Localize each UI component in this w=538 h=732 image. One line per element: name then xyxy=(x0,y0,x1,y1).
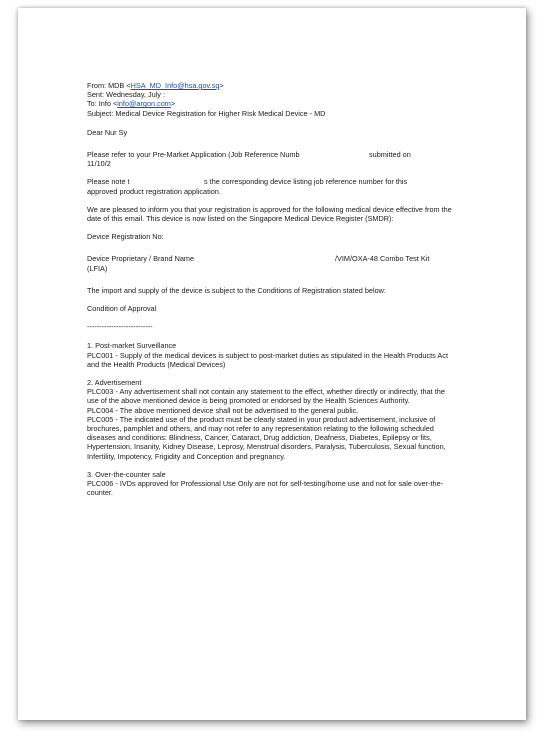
import-supply-text: The import and supply of the device is subject to the Conditions of Registration stated below: xyxy=(87,285,386,295)
from-line: From: MDB <HSA_MD_Info@hsa.gov.sg> xyxy=(87,81,224,90)
to-email-link[interactable]: info@argon.com xyxy=(117,99,171,109)
section1-title: 1. Post-market Surveillance xyxy=(87,341,177,351)
section2-plc003: PLC003 - Any advertisement shall not contain any statement to the effect, whether directly or indirectly, that the use of the above mentioned device is being promoted or endorsed by the Health Sciences Authority. xyxy=(87,387,445,406)
section3-text: PLC006 - IVDs approved for Professional Use Only are not for self-testing/home use and not for sale over-the-counter. xyxy=(87,479,444,498)
para3: We are pleased to inform you that your registration is approved for the following medical device effective from the date of this email. This device is now listed on the Singapore Medical Device Register (SMDR): xyxy=(87,204,452,223)
section2-title: 2. Advertisement xyxy=(87,378,142,388)
to-line: To: Info <info@argon.com> xyxy=(87,99,176,109)
section3-title: 3. Over-the-counter sale xyxy=(87,469,166,479)
document-page xyxy=(18,8,526,720)
from-email-link[interactable]: HSA_MD_Info@hsa.gov.sg xyxy=(130,81,220,90)
condition-title: Condition of Approval xyxy=(87,304,157,313)
para1-line2: 11/10/2 xyxy=(87,159,111,169)
email-body xyxy=(87,81,457,497)
subject-line: Subject: Medical Device Registration for Higher Risk Medical Device - MD xyxy=(87,108,326,118)
para1-line1: Please refer to your Pre-Market Application (Job Reference Numb submitted on xyxy=(87,150,411,160)
brand-line2: (LFIA) xyxy=(87,263,108,273)
brand-line1: Device Proprietary / Brand Name /VIM/OXA-48 Combo Test Kit xyxy=(87,254,430,264)
section2-plc005: PLC005 - The indicated use of the product must be clearly stated in your product advertisement, inclusive of brochures, pamphlet and others, and may not refer to any representation relating to the following scheduled diseases and conditions: Blindness, Cancer, Cataract, Drug addiction, Deafness, Diabetes, Epilepsy or fits, Hypertension, Insanity, Kidney Disease, Leprosy, Menstrual disorders, Paralysis, Tuberculosis, Sexual function, Infertility, Impotency, Frigidity and Conception and pregnancy. xyxy=(87,414,446,461)
section2-plc004: PLC004 - The above mentioned device shall not be advertised to the general public. xyxy=(87,405,359,415)
salutation: Dear Nur Sy xyxy=(87,127,128,137)
sent-line: Sent: Wednesday, July : xyxy=(87,90,166,100)
para2-line1: Please note t s the corresponding device listing job reference number for this xyxy=(87,177,408,187)
device-registration-no: Device Registration No: xyxy=(87,232,164,242)
para2-line2: approved product registration application. xyxy=(87,186,221,196)
divider-line: --------------------------- xyxy=(87,322,153,332)
section1-text: PLC001 - Supply of the medical devices is subject to post-market duties as stipulated in the Health Products Act and the Health Products (Medical Devices) xyxy=(87,350,448,369)
